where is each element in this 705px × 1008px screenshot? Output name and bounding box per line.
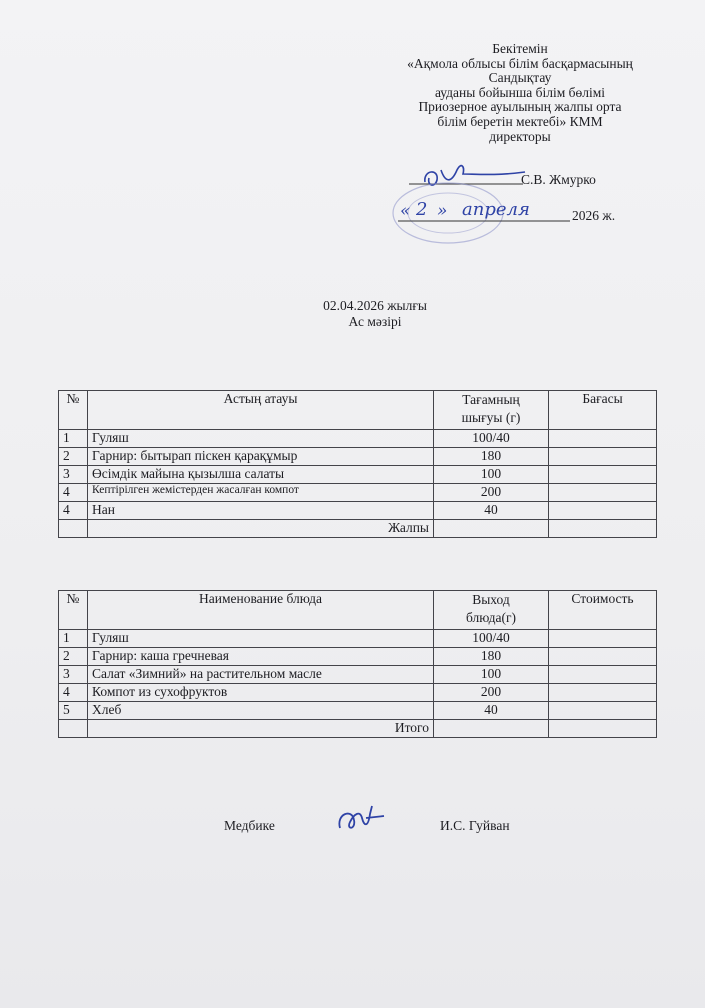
row-name: Гуляш bbox=[88, 430, 434, 448]
approval-line: Сандықтау bbox=[488, 70, 552, 86]
row-yield: 100/40 bbox=[434, 630, 549, 648]
row-num: 1 bbox=[59, 430, 88, 448]
row-name: Гуляш bbox=[88, 630, 434, 648]
date-day: 2 bbox=[416, 199, 428, 220]
row-name: Салат «Зимний» на растительном масле bbox=[88, 666, 434, 684]
table-header-row bbox=[59, 591, 657, 630]
table-row bbox=[59, 666, 657, 684]
row-price bbox=[549, 466, 657, 484]
menu-table-ru bbox=[58, 590, 657, 738]
date-year: 2026 ж. bbox=[572, 208, 616, 223]
approval-line: білім беретін мектебі» КММ bbox=[437, 113, 603, 129]
header-name: Астың атауы bbox=[88, 391, 434, 430]
table-total-row bbox=[59, 720, 657, 738]
row-name: Хлеб bbox=[88, 702, 434, 720]
row-price bbox=[549, 648, 657, 666]
row-price bbox=[549, 666, 657, 684]
header-yield-line2: блюда(г) bbox=[465, 610, 517, 625]
table-row bbox=[59, 466, 657, 484]
row-yield: 40 bbox=[434, 502, 549, 520]
date-month: апреля bbox=[462, 199, 530, 220]
row-name: Кептірілген жемістерден жасалған компот bbox=[88, 484, 434, 502]
header-yield bbox=[434, 391, 549, 430]
row-yield: 180 bbox=[434, 648, 549, 666]
total-empty-cell bbox=[59, 520, 88, 538]
row-num: 2 bbox=[59, 448, 88, 466]
row-yield: 180 bbox=[434, 448, 549, 466]
row-yield: 200 bbox=[434, 684, 549, 702]
header-name: Наименование блюда bbox=[88, 591, 434, 630]
approval-line: Приозерное ауылының жалпы орта bbox=[418, 99, 622, 115]
menu-date: 02.04.2026 жылғы bbox=[323, 298, 427, 313]
row-num: 5 bbox=[59, 702, 88, 720]
table-row bbox=[59, 448, 657, 466]
row-name: Өсімдік майына қызылша салаты bbox=[88, 466, 434, 484]
table-row bbox=[59, 702, 657, 720]
row-yield: 200 bbox=[434, 484, 549, 502]
row-price bbox=[549, 502, 657, 520]
total-price-cell bbox=[549, 720, 657, 738]
page-title: Ас мәзірі bbox=[348, 314, 402, 329]
row-num: 4 bbox=[59, 484, 88, 502]
nurse-signature-icon bbox=[330, 800, 390, 840]
approval-line: «Ақмола облысы білім басқармасының bbox=[407, 55, 633, 71]
row-price bbox=[549, 430, 657, 448]
row-num: 1 bbox=[59, 630, 88, 648]
table-header-row bbox=[59, 391, 657, 430]
row-name: Гарнир: каша гречневая bbox=[88, 648, 434, 666]
table-total-row bbox=[59, 520, 657, 538]
date-close-quote: » bbox=[437, 201, 448, 221]
header-num: № bbox=[59, 591, 88, 630]
total-yield-cell bbox=[434, 520, 549, 538]
footer-role: Медбике bbox=[224, 818, 275, 833]
total-label: Жалпы bbox=[88, 520, 434, 538]
header-yield-line1: Тағамның bbox=[462, 392, 520, 407]
header-yield bbox=[434, 591, 549, 630]
row-yield: 100 bbox=[434, 666, 549, 684]
row-num: 2 bbox=[59, 648, 88, 666]
row-name: Нан bbox=[88, 502, 434, 520]
row-price bbox=[549, 702, 657, 720]
header-price: Стоимость bbox=[549, 591, 657, 630]
total-yield-cell bbox=[434, 720, 549, 738]
row-price bbox=[549, 684, 657, 702]
table-row bbox=[59, 484, 657, 502]
date-open-quote: « bbox=[400, 201, 411, 221]
total-empty-cell bbox=[59, 720, 88, 738]
table-row bbox=[59, 684, 657, 702]
table-row bbox=[59, 648, 657, 666]
director-name: С.В. Жмурко bbox=[521, 172, 596, 187]
header-yield-line2: шығуы (г) bbox=[461, 410, 521, 425]
approval-line: ауданы бойынша білім бөлімі bbox=[434, 84, 606, 100]
header-yield-line1: Выход bbox=[472, 592, 510, 607]
row-price bbox=[549, 448, 657, 466]
table-row bbox=[59, 630, 657, 648]
menu-table-kz bbox=[58, 390, 657, 538]
total-label: Итого bbox=[88, 720, 434, 738]
row-yield: 100 bbox=[434, 466, 549, 484]
header-price: Бағасы bbox=[549, 391, 657, 430]
approval-line: Бекітемін bbox=[492, 41, 548, 56]
row-num: 3 bbox=[59, 666, 88, 684]
row-yield: 100/40 bbox=[434, 430, 549, 448]
row-name: Гарнир: бытырап піскен қарақұмыр bbox=[88, 448, 434, 466]
row-price bbox=[549, 484, 657, 502]
row-num: 4 bbox=[59, 684, 88, 702]
row-name: Компот из сухофруктов bbox=[88, 684, 434, 702]
row-num: 3 bbox=[59, 466, 88, 484]
table-row bbox=[59, 430, 657, 448]
row-yield: 40 bbox=[434, 702, 549, 720]
row-num: 4 bbox=[59, 502, 88, 520]
header-num: № bbox=[59, 391, 88, 430]
row-price bbox=[549, 630, 657, 648]
footer-name: И.С. Гуйван bbox=[440, 818, 510, 833]
table-row bbox=[59, 502, 657, 520]
approval-block bbox=[360, 42, 680, 144]
approval-line: директоры bbox=[489, 128, 551, 144]
total-price-cell bbox=[549, 520, 657, 538]
date-underline bbox=[398, 219, 570, 223]
